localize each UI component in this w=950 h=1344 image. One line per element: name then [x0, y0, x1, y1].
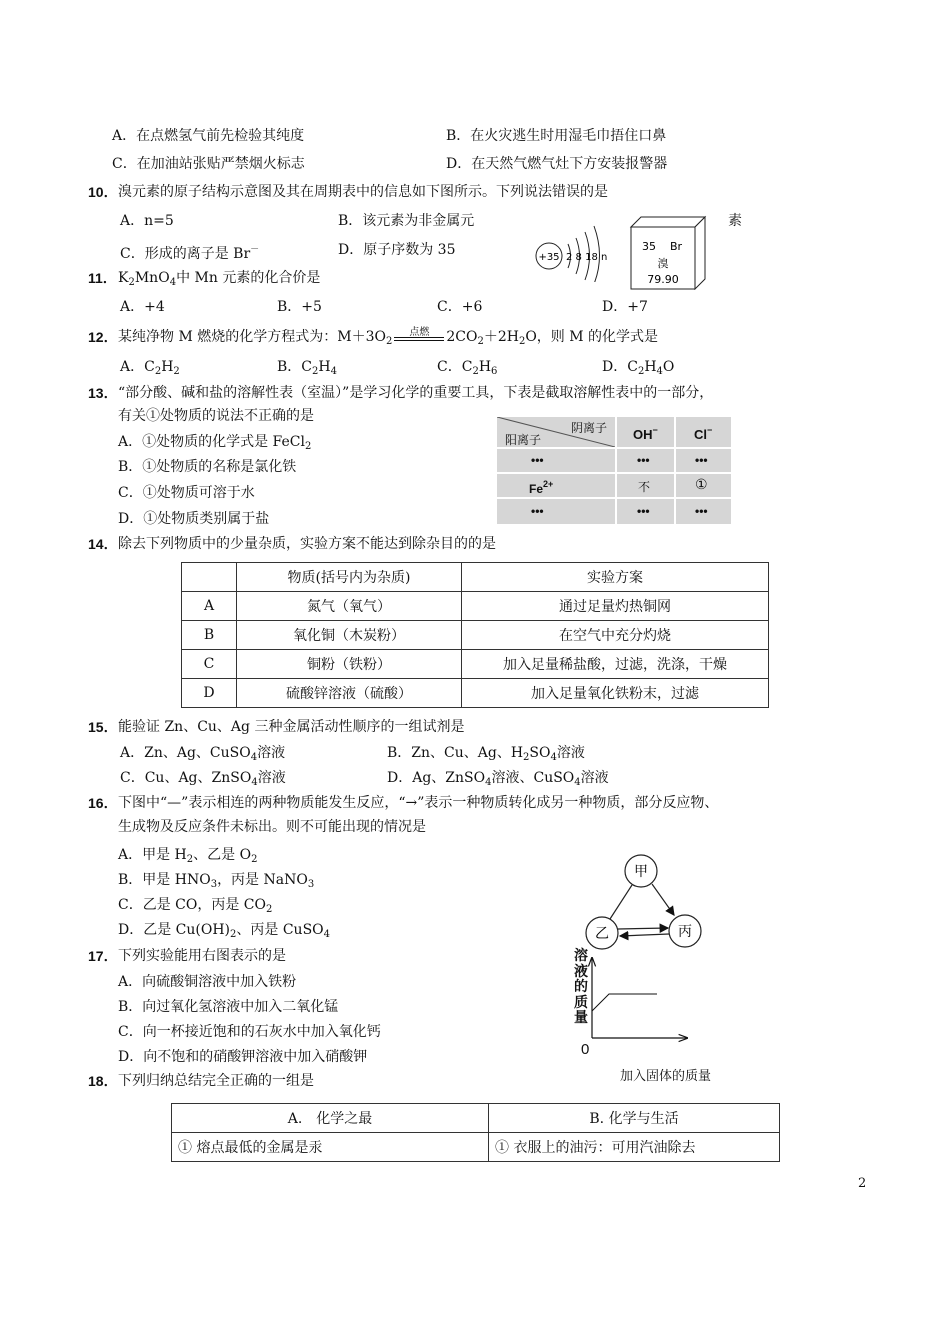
table-cell: 氧化铜（木炭粉） — [237, 621, 462, 650]
table-row — [182, 650, 769, 679]
table-cell: 通过足量灼热铜网 — [462, 592, 769, 621]
summary-table — [171, 1103, 780, 1162]
q17-option-d: D．向不饱和的硝酸钾溶液中加入硝酸钾 — [118, 1049, 368, 1065]
q11-option-c: C．+6 — [437, 299, 483, 315]
table-cell: B — [182, 621, 237, 650]
table-cell: 氮气（氧气） — [237, 592, 462, 621]
node-yi-label: 乙 — [595, 926, 609, 942]
q10-option-b-tail: 素 — [728, 213, 742, 229]
q11-option-d: D．+7 — [602, 299, 648, 315]
nucleus-label: +35 — [538, 252, 560, 263]
graph-origin-label: 0 — [581, 1041, 590, 1058]
q12-option-c: C．$C_2H_6$ — [437, 359, 498, 377]
table-cell: 铜粉（铁粉） — [237, 650, 462, 679]
q10-option-d: D．原子序数为 35 — [338, 242, 456, 258]
q9-option-c: C．在加油站张贴严禁烟火标志 — [112, 156, 305, 172]
q12-option-b: B．$C_2H_4$ — [277, 359, 337, 377]
table-header — [182, 563, 237, 592]
substance-relation-diagram — [580, 844, 710, 952]
question-stem: 下列实验能用右图表示的是 — [118, 948, 286, 964]
q12-option-d: D．$C_2H_4O$ — [602, 359, 675, 377]
node-bing-label: 丙 — [678, 924, 692, 940]
table-cell: ••• — [695, 504, 708, 518]
q16-option-b: B．甲是 $HNO_3$，丙是 NaNO$_3$ — [118, 872, 315, 890]
question-stem-line2: 有关①处物质的说法不正确的是 — [118, 408, 314, 424]
solubility-table — [497, 417, 731, 524]
table-row — [182, 679, 769, 708]
table-cell: ••• — [531, 504, 544, 518]
question-stem: 能验证 Zn、Cu、Ag 三种金属活动性顺序的一组试剂是 — [118, 719, 465, 735]
fe-ion-label: $Fe^{2+}$ — [529, 479, 554, 496]
table-cell: ••• — [637, 504, 650, 518]
q16-option-d: D．乙是 $Cu(OH)_2$、丙是 CuSO$_4$ — [118, 922, 331, 940]
atomic-number: 35 — [642, 240, 656, 253]
table-header: B. 化学与生活 — [489, 1104, 780, 1133]
question-stem-line2: 生成物及反应条件未标出。则不可能出现的情况是 — [118, 819, 426, 835]
question-number: 12． — [88, 329, 118, 345]
question-number: 16． — [88, 795, 118, 811]
table-row — [182, 592, 769, 621]
node-jia-label: 甲 — [634, 864, 648, 880]
question-number: 14． — [88, 536, 118, 552]
reaction-condition-arrow: 点燃 — [392, 328, 446, 346]
conversion-arrow — [620, 934, 669, 936]
q17-option-b: B．向过氧化氢溶液中加入二氧化锰 — [118, 999, 339, 1015]
q13-option-d: D．①处物质类别属于盐 — [118, 511, 270, 527]
table-header-row — [182, 563, 769, 592]
question-stem: 某纯净物 M 燃烧的化学方程式为：$M+3O_2$ 点燃 $2CO_2+2H_2O$，则 M 的化学式是 — [118, 327, 659, 347]
table-cell: ① 衣服上的油污：可用汽油除去 — [489, 1133, 780, 1162]
q15-option-c: C．Cu、Ag、ZnSO$_4$溶液 — [120, 770, 286, 788]
table-cell: 加入足量氧化铁粉末，过滤 — [462, 679, 769, 708]
q13-option-b: B．①处物质的名称是氯化铁 — [118, 459, 297, 475]
table-header: 物质(括号内为杂质) — [237, 563, 462, 592]
question-stem: $K_2MnO_4$中 Mn 元素的化合价是 — [118, 270, 321, 288]
table-header-row — [172, 1104, 780, 1133]
q15-option-d: D．Ag、ZnSO$_4$溶液、CuSO$_4$溶液 — [387, 770, 609, 788]
q10-option-b: B．该元素为非金属元 — [338, 213, 475, 229]
graph-x-label: 加入固体的质量 — [620, 1068, 712, 1083]
conversion-arrow — [618, 928, 668, 929]
q9-option-a: A．在点燃氢气前先检验其纯度 — [112, 128, 305, 144]
impurity-table — [181, 562, 769, 708]
table-row — [182, 621, 769, 650]
q10-option-a: A．n=5 — [120, 213, 174, 229]
q9-option-d: D．在天然气燃气灶下方安装报警器 — [446, 156, 668, 172]
question-stem: 除去下列物质中的少量杂质，实验方案不能达到除杂目的的是 — [118, 536, 496, 552]
q17-option-a: A．向硫酸铜溶液中加入铁粉 — [118, 974, 297, 990]
table-cell: ① 熔点最低的金属是汞 — [172, 1133, 489, 1162]
q11-option-b: B．+5 — [277, 299, 322, 315]
question-stem-line1: “部分酸、碱和盐的溶解性表（室温）”是学习化学的重要工具，下表是截取溶解性表中的一部分， — [118, 385, 714, 401]
table-cell: A — [182, 592, 237, 621]
atomic-mass: 79.90 — [647, 273, 679, 286]
q13-option-a: A．①处物质的化学式是 FeCl$_2$ — [118, 434, 312, 452]
table-header: 实验方案 — [462, 563, 769, 592]
element-name: 溴 — [657, 257, 669, 270]
element-symbol: Br — [670, 240, 683, 253]
reaction-line — [610, 885, 632, 919]
q13-option-c: C．①处物质可溶于水 — [118, 485, 255, 501]
table-cell: ••• — [531, 453, 544, 467]
question-stem: 溴元素的原子结构示意图及其在周期表中的信息如下图所示。下列说法错误的是 — [118, 184, 608, 200]
electron-shells-label: 2 8 18 n — [566, 252, 608, 263]
question-number: 13． — [88, 385, 118, 401]
cation-header: 阳离子 — [505, 433, 542, 447]
q10-option-c: C．形成的离子是 Br－ — [120, 245, 260, 262]
table-header: A. 化学之最 — [172, 1104, 489, 1133]
atom-structure-diagram — [530, 222, 615, 282]
anion-header: 阴离子 — [571, 421, 608, 435]
table-cell: 在空气中充分灼烧 — [462, 621, 769, 650]
q16-option-a: A．甲是 $H_2$、乙是 $O_2$ — [118, 847, 258, 865]
table-cell: C — [182, 650, 237, 679]
question-number: 10． — [88, 184, 118, 200]
q17-option-c: C．向一杯接近饱和的石灰水中加入氧化钙 — [118, 1024, 381, 1040]
q15-option-b: B．Zn、Cu、Ag、$H_2SO_4$溶液 — [387, 745, 585, 763]
oh-header: OH− — [633, 425, 658, 442]
graph-y-label: 溶液的质量 — [574, 947, 588, 1025]
q15-option-a: A．Zn、Ag、CuSO$_4$溶液 — [120, 745, 286, 763]
question-number: 11． — [88, 270, 117, 286]
fe-oh-cell: 不 — [638, 480, 651, 494]
cl-header: Cl− — [694, 425, 713, 442]
q12-option-a: A．$C_2H_2$ — [120, 359, 180, 377]
table-cell: ••• — [695, 453, 708, 467]
question-number: 18． — [88, 1073, 118, 1089]
question-number: 15． — [88, 719, 118, 735]
question-number: 17． — [88, 948, 118, 964]
periodic-table-cell — [624, 210, 708, 290]
question-stem: 下列归纳总结完全正确的一组是 — [118, 1073, 314, 1089]
conversion-arrow — [652, 884, 674, 915]
table-row — [172, 1133, 780, 1162]
fe-cl-cell: ① — [695, 477, 708, 493]
table-cell: D — [182, 679, 237, 708]
q11-option-a: A．+4 — [120, 299, 165, 315]
q16-option-c: C．乙是 CO，丙是 $CO_2$ — [118, 897, 273, 915]
data-line — [592, 994, 657, 1011]
page-number: 2 — [858, 1176, 867, 1191]
table-cell: ••• — [637, 453, 650, 467]
q9-option-b: B．在火灾逃生时用湿毛巾捂住口鼻 — [446, 128, 667, 144]
question-stem-line1: 下图中“—”表示相连的两种物质能发生反应，“→”表示一种物质转化成另一种物质，部分反应物、 — [118, 795, 719, 811]
table-cell: 硫酸锌溶液（硫酸） — [237, 679, 462, 708]
table-cell: 加入足量稀盐酸，过滤，洗涤，干燥 — [462, 650, 769, 679]
